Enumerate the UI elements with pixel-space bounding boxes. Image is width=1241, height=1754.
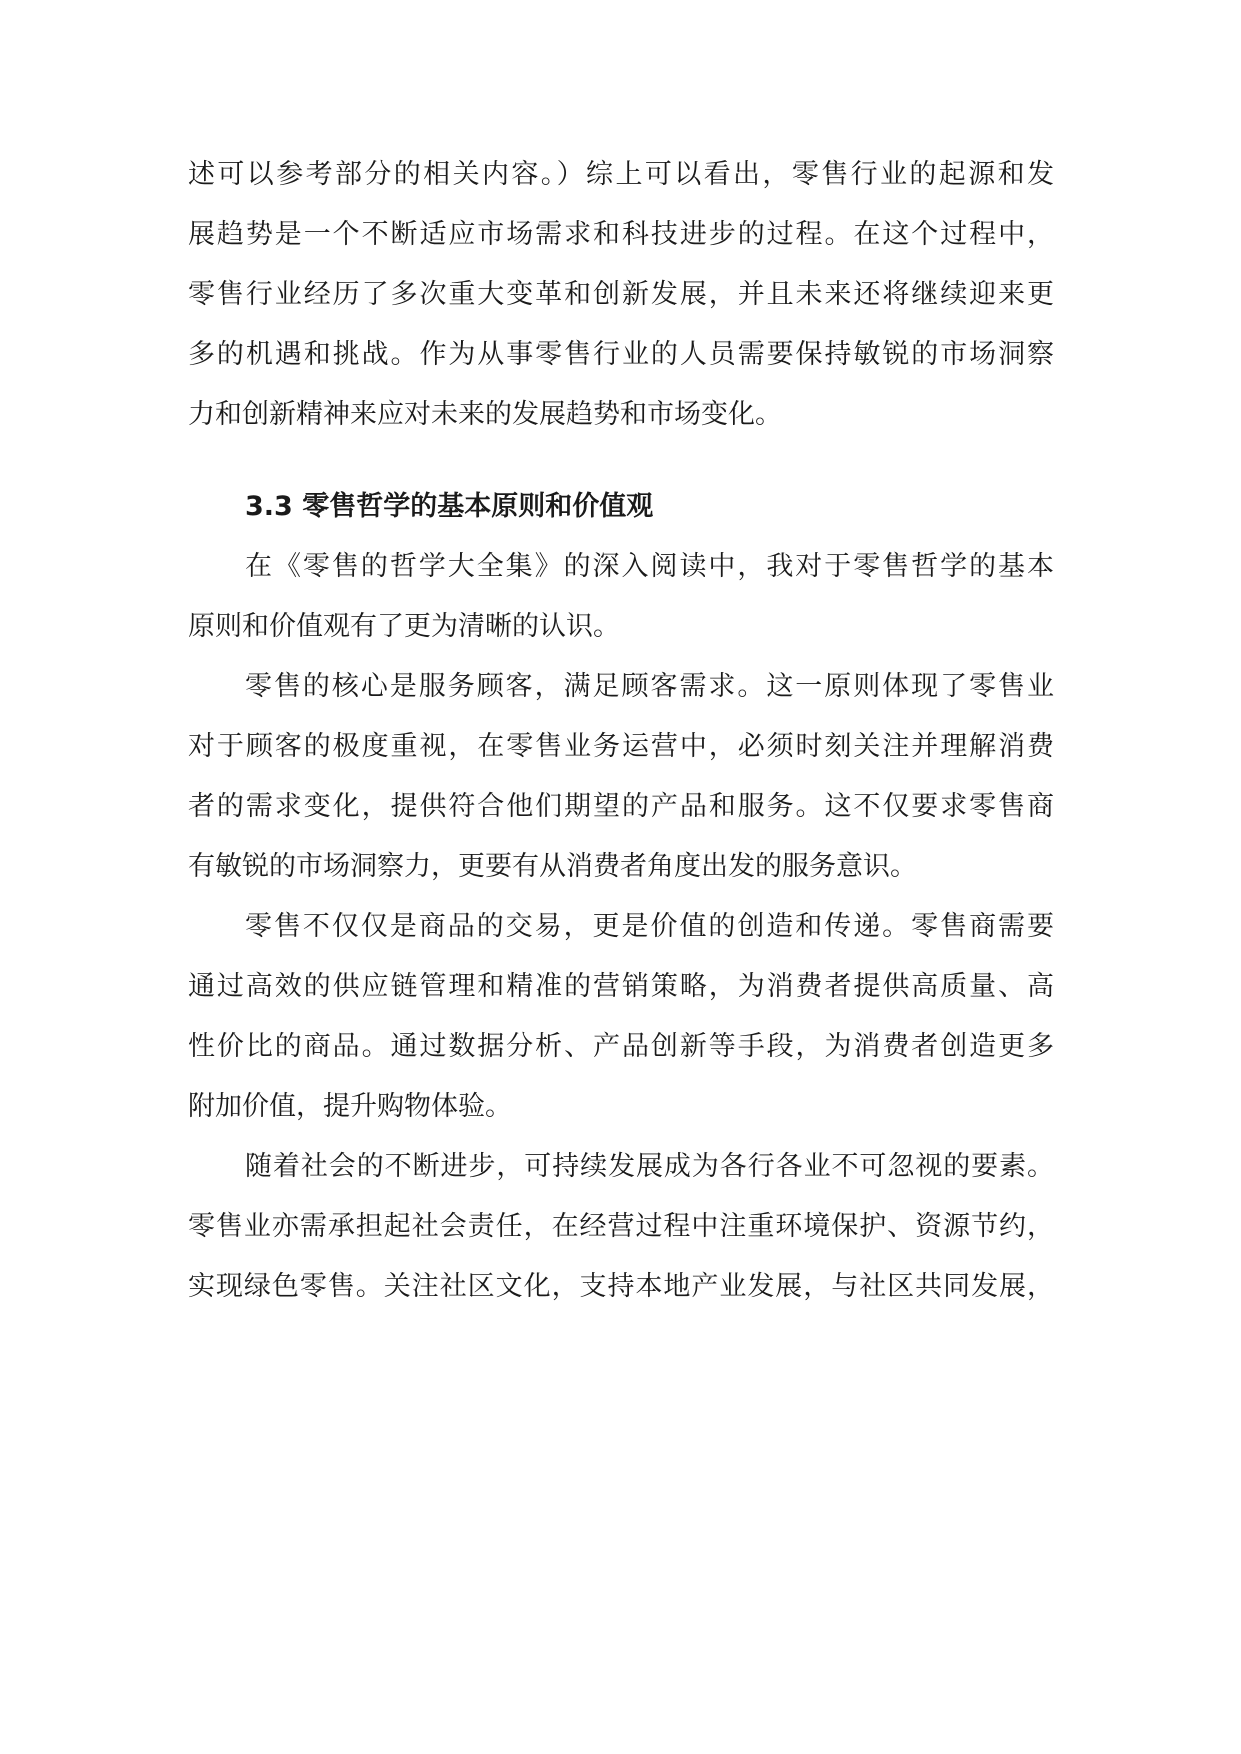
text-line: 通过高效的供应链管理和精准的营销策略，为消费者提供高质量、高 bbox=[188, 971, 1054, 1002]
text-line: 有敏锐的市场洞察力，更要有从消费者角度出发的服务意识。 bbox=[188, 851, 917, 882]
text-line: 原则和价值观有了更为清晰的认识。 bbox=[188, 611, 620, 642]
text-line: 力和创新精神来应对未来的发展趋势和市场变化。 bbox=[188, 399, 782, 430]
text-line: 对于顾客的极度重视，在零售业务运营中，必须时刻关注并理解消费 bbox=[188, 731, 1054, 762]
section-heading: 3.3 零售哲学的基本原则和价值观 bbox=[245, 491, 654, 522]
text-line: 零售的核心是服务顾客，满足顾客需求。这一原则体现了零售业 bbox=[245, 671, 1054, 702]
text-line: 零售业亦需承担起社会责任，在经营过程中注重环境保护、资源节约， bbox=[188, 1211, 1054, 1242]
text-line: 者的需求变化，提供符合他们期望的产品和服务。这不仅要求零售商 bbox=[188, 791, 1054, 822]
text-line: 展趋势是一个不断适应市场需求和科技进步的过程。在这个过程中， bbox=[188, 219, 1054, 250]
paragraph-value-creation bbox=[188, 897, 1054, 1137]
section-spacer bbox=[188, 445, 1054, 477]
text-line: 在《零售的哲学大全集》的深入阅读中，我对于零售哲学的基本 bbox=[245, 551, 1054, 582]
text-line: 性价比的商品。通过数据分析、产品创新等手段，为消费者创造更多 bbox=[188, 1031, 1054, 1062]
text-line: 零售不仅仅是商品的交易，更是价值的创造和传递。零售商需要 bbox=[245, 911, 1054, 942]
document-body bbox=[188, 145, 1054, 1317]
text-line: 实现绿色零售。关注社区文化，支持本地产业发展，与社区共同发展， bbox=[188, 1271, 1054, 1302]
paragraph-customer-service bbox=[188, 657, 1054, 897]
text-line: 多的机遇和挑战。作为从事零售行业的人员需要保持敏锐的市场洞察 bbox=[188, 339, 1054, 370]
text-line: 随着社会的不断进步，可持续发展成为各行各业不可忽视的要素。 bbox=[245, 1151, 1054, 1182]
paragraph-intro bbox=[188, 537, 1054, 657]
text-line: 附加价值，提升购物体验。 bbox=[188, 1091, 512, 1122]
text-line: 零售行业经历了多次重大变革和创新发展，并且未来还将继续迎来更 bbox=[188, 279, 1054, 310]
text-line: 述可以参考部分的相关内容。）综上可以看出，零售行业的起源和发 bbox=[188, 159, 1054, 190]
paragraph-conclusion bbox=[188, 145, 1054, 445]
paragraph-sustainability bbox=[188, 1137, 1054, 1317]
